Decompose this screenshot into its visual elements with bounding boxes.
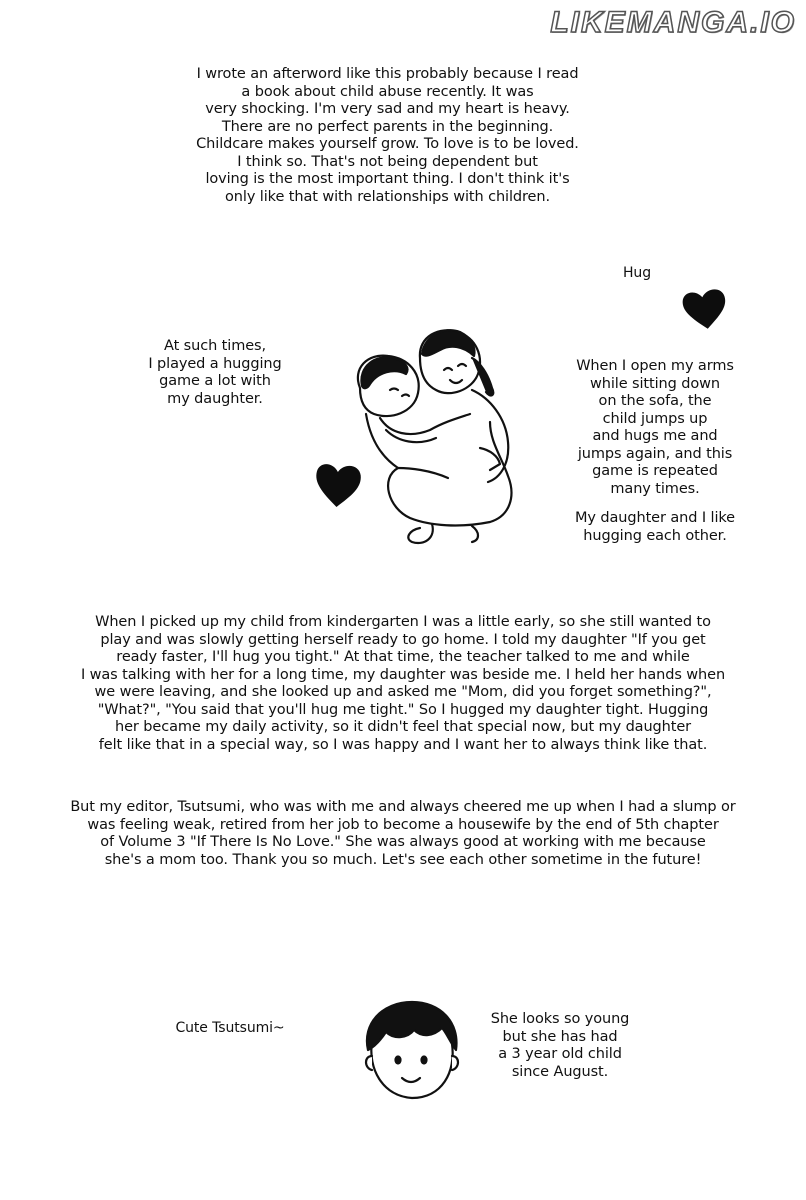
editor-thanks-paragraph: But my editor, Tsutsumi, who was with me and always cheered me up when I had a slump or was feeling weak, retired from her job to become a housewife by the end of 5th chapter of Volume 3 "If There Is No Love." She was always good at working with me because she's a mom too. Thank you so much. Let's see each other sometime in the future! [70, 799, 736, 868]
young-mom-caption: She looks so young but she has had a 3 year old child since August. [490, 1011, 630, 1080]
hug-game-description: When I open my arms while sitting down on the sofa, the child jumps up and hugs me and jumps again, and this game is repeated many times. [576, 358, 734, 497]
intro-paragraph: I wrote an afterword like this probably because I read a book about child abuse recently. It was very shocking. I'm very sad and my heart is heavy. There are no perfect parents in the beginning. Childcare makes yourself grow. To love is to be loved. I think so. That's not being dependent but loving is the most important thing. I don't think it's only like that with relationships with children. [196, 66, 579, 205]
heart-icon-middle [312, 460, 364, 510]
tsutsumi-portrait [358, 998, 466, 1108]
hug-label: Hug [623, 265, 651, 281]
mother-daughter-hug-illustration [340, 318, 530, 558]
cute-tsutsumi-label: Cute Tsutsumi~ [175, 1020, 285, 1036]
kindergarten-story-paragraph: When I picked up my child from kindergarten I was a little early, so she still wanted to play and was slowly getting herself ready to go home. I told my daughter "If you get ready faster, I'll hug you tight." At that time, the teacher talked to me and while I was talking with her for a long time, my daughter was beside me. I held her hands when we were leaving, and she looked up and asked me "Mom, did you forget something?", "What?", "You said that you'll hug me tight." So I hugged my daughter tight. Hugging her became my daily activity, so it didn't feel that special now, but my daughter felt like that in a special way, so I was happy and I want her to always think like that. [80, 614, 726, 753]
daughter-hug-caption: My daughter and I like hugging each other. [575, 510, 735, 544]
heart-icon-top [680, 286, 730, 332]
site-watermark: LIKEMANGA.IO [550, 6, 796, 39]
hugging-game-caption: At such times, I played a hugging game a lot with my daughter. [148, 338, 282, 407]
